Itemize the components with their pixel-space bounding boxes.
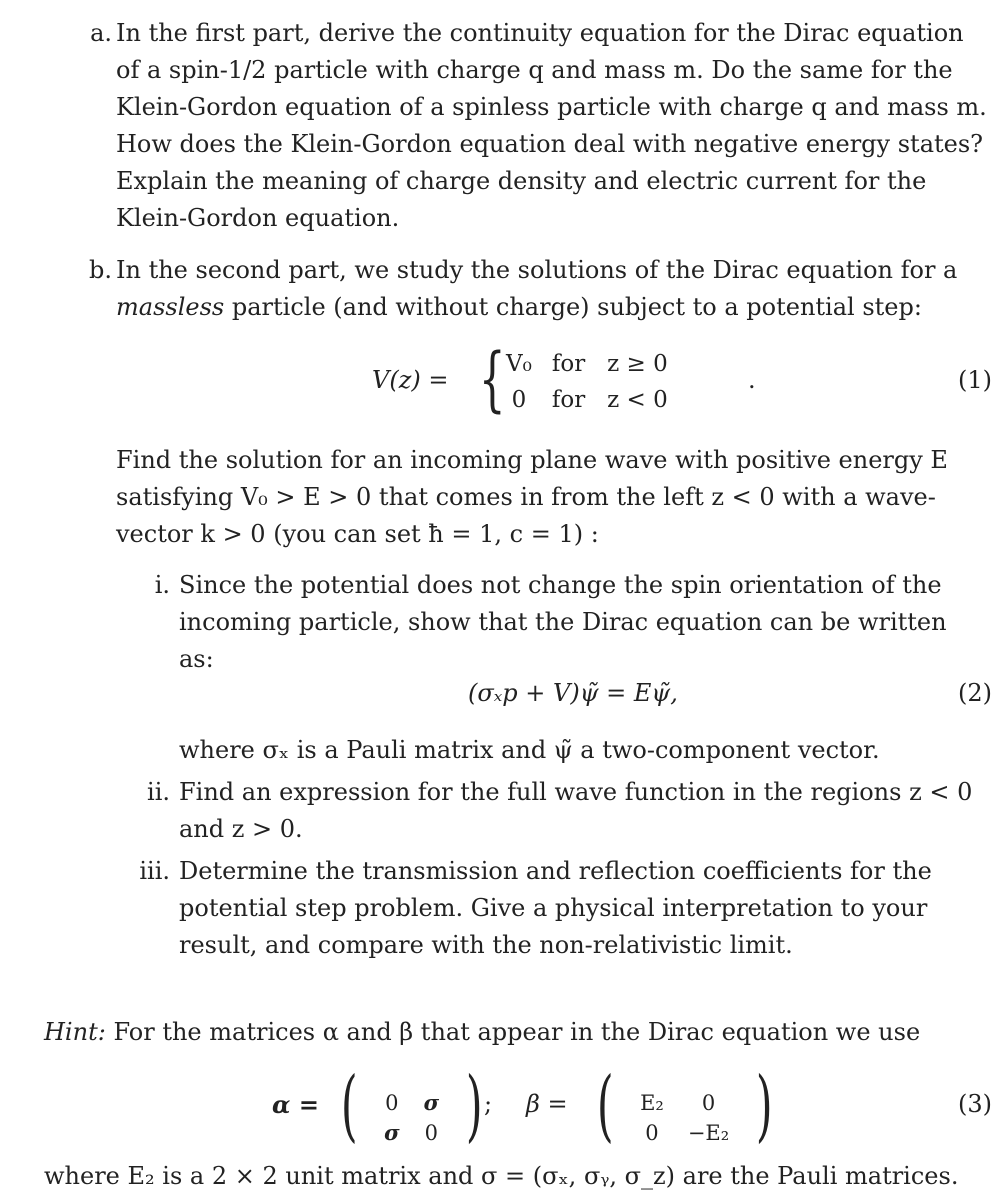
part-a-label: a. <box>90 19 112 47</box>
eq1-row2-cond: for z < 0 <box>551 387 668 413</box>
eq1-cases <box>496 346 678 418</box>
hint-text: For the matrices α and β that appear in the Dirac equation we use <box>113 1018 921 1046</box>
eq1-dot: . <box>748 366 756 394</box>
hint-label: Hint: <box>44 1018 106 1046</box>
eq2-number: (2) <box>958 679 992 707</box>
alpha-m22: 0 <box>424 1120 438 1145</box>
hint <box>44 1014 994 1051</box>
sub-iii-text: Determine the transmission and reflection coefficients for the potential step problem. Give a physical interpretation to your result, and compare with the non-relativistic limit. <box>179 857 932 959</box>
eq1-lhs: V(z) = <box>372 366 449 394</box>
hint-footer: where E₂ is a 2 × 2 unit matrix and σ = (σₓ, σᵧ, σ_z) are the Pauli matrices. <box>44 1162 959 1190</box>
eq3-beta-lhs: β = <box>526 1090 568 1118</box>
part-b-find-text: Find the solution for an incoming plane wave with positive energy E satisfying V₀ > E > 0 that comes in from the left z < 0 with a wave-vector k > 0 (you can set ħ = 1, c = 1) : <box>116 446 948 548</box>
sub-ii-label: ii. <box>147 778 170 806</box>
part-b <box>72 252 992 326</box>
part-a-text: In the first part, derive the continuity equation for the Dirac equation of a spin-1/2 particle with charge q and mass m. Do the same for the Klein-Gordon equation of a spinless particle with charge q and mass m. How does the Klein-Gordon equation deal with negative energy states? Explain the meaning of charge density and electric current for the Klein-Gordon equation. <box>116 19 987 232</box>
part-b-intro-massless: massless <box>116 293 225 321</box>
equation-2 <box>0 675 1000 715</box>
eq3-separator: ; <box>484 1090 493 1118</box>
beta-m12: 0 <box>701 1090 716 1115</box>
sub-iii-label: iii. <box>139 857 170 885</box>
eq1-row1-val: V₀ <box>506 351 532 377</box>
alpha-m21: σ <box>384 1119 400 1145</box>
beta-m21: 0 <box>645 1120 659 1145</box>
part-b-intro-2: particle (and without charge) subject to a potential step: <box>231 293 922 321</box>
eq1-brace: { <box>478 338 506 420</box>
sub-item-ii <box>128 774 988 848</box>
sub-i-after: where σₓ is a Pauli matrix and ψ̃ a two-component vector. <box>179 736 880 764</box>
sub-ii-text: Find an expression for the full wave function in the regions z < 0 and z > 0. <box>179 778 973 843</box>
sub-item-i <box>128 567 988 678</box>
eq1-row2-val: 0 <box>511 387 527 413</box>
part-a <box>72 15 992 237</box>
sub-item-iii <box>128 853 988 964</box>
eq3-alpha-lhs: α = <box>272 1090 319 1119</box>
alpha-m11: 0 <box>385 1090 399 1115</box>
eq1-number: (1) <box>958 366 992 394</box>
part-b-intro <box>116 252 992 326</box>
alpha-m12: σ <box>423 1089 440 1115</box>
eq2-expression: (σₓp + V)ψ̃ = Eψ̃, <box>468 679 678 707</box>
beta-m11: E₂ <box>640 1090 664 1115</box>
eq1-row1-cond: for z ≥ 0 <box>551 351 668 377</box>
part-b-label: b. <box>89 256 112 284</box>
alpha-matrix: ( 0 σ σ 0 ) <box>340 1061 483 1151</box>
equation-1 <box>0 340 1000 424</box>
equation-3 <box>0 1062 1000 1150</box>
eq3-number: (3) <box>958 1090 992 1118</box>
sub-i-label: i. <box>154 571 170 599</box>
beta-matrix: ( E₂ 0 0 −E₂ ) <box>596 1061 773 1151</box>
sub-i-text: Since the potential does not change the spin orientation of the incoming particle, show that the Dirac equation can be written as: <box>179 571 947 673</box>
beta-m22: −E₂ <box>687 1120 730 1145</box>
part-b-intro-1: In the second part, we study the solutions of the Dirac equation for a <box>116 256 958 284</box>
